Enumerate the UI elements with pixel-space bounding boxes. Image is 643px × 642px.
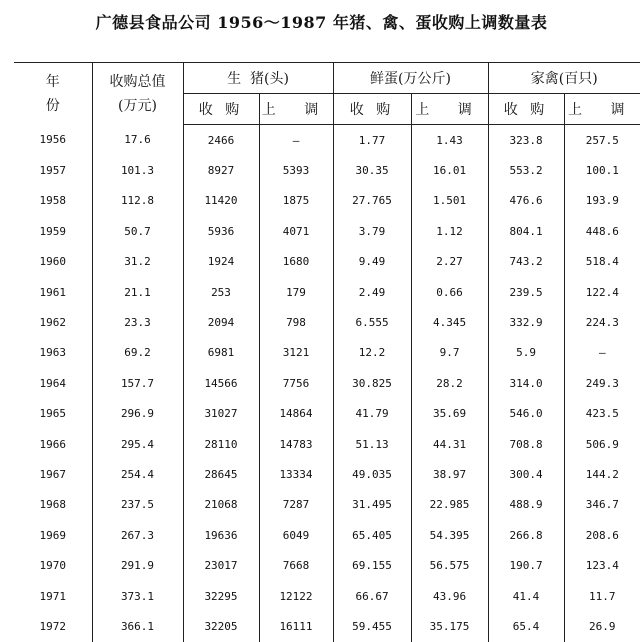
poultry-purchase-cell: 239.5 bbox=[488, 277, 564, 307]
poultry-purchase-cell: 553.2 bbox=[488, 155, 564, 185]
year-cell: 1959 bbox=[39, 224, 66, 238]
year-cell: 1962 bbox=[39, 316, 66, 330]
year-header-top: 年 bbox=[45, 73, 60, 90]
poultry-purchase-header: 收 购 bbox=[488, 94, 564, 125]
table-row bbox=[14, 307, 640, 337]
poultry-transfer-cell: 193.9 bbox=[564, 186, 640, 216]
total-value-header-bottom: (万元) bbox=[118, 97, 157, 114]
total-value-cell: 101.3 bbox=[92, 155, 183, 185]
procurement-table-container bbox=[14, 62, 640, 642]
year-header bbox=[14, 63, 92, 125]
poultry-transfer-cell: 123.4 bbox=[564, 550, 640, 580]
table-row bbox=[14, 338, 640, 368]
egg-transfer-cell: 9.7 bbox=[411, 338, 488, 368]
pig-purchase-cell: 32295 bbox=[183, 581, 259, 611]
egg-transfer-cell: 56.575 bbox=[411, 550, 488, 580]
poultry-purchase-cell: 266.8 bbox=[488, 520, 564, 550]
total-value-cell: 254.4 bbox=[92, 459, 183, 489]
poultry-transfer-cell: 224.3 bbox=[564, 307, 640, 337]
total-value-cell: 295.4 bbox=[92, 429, 183, 459]
poultry-transfer-cell: 11.7 bbox=[564, 581, 640, 611]
table-row bbox=[14, 125, 640, 156]
pig-transfer-cell: 16111 bbox=[259, 611, 333, 641]
poultry-transfer-cell: 249.3 bbox=[564, 368, 640, 398]
egg-transfer-cell: 1.501 bbox=[411, 186, 488, 216]
pig-purchase-cell: 28645 bbox=[183, 459, 259, 489]
pig-transfer-cell: 4071 bbox=[259, 216, 333, 246]
poultry-purchase-cell: 804.1 bbox=[488, 216, 564, 246]
table-header bbox=[14, 63, 640, 125]
egg-transfer-cell: 44.31 bbox=[411, 429, 488, 459]
egg-purchase-cell: 31.495 bbox=[333, 490, 411, 520]
pig-purchase-cell: 1924 bbox=[183, 247, 259, 277]
table-body bbox=[14, 125, 640, 642]
egg-purchase-cell: 1.77 bbox=[333, 125, 411, 156]
total-value-cell: 31.2 bbox=[92, 247, 183, 277]
pig-transfer-cell: 7756 bbox=[259, 368, 333, 398]
pig-transfer-cell: 179 bbox=[259, 277, 333, 307]
egg-transfer-cell: 38.97 bbox=[411, 459, 488, 489]
poultry-purchase-cell: 314.0 bbox=[488, 368, 564, 398]
total-value-cell: 69.2 bbox=[92, 338, 183, 368]
egg-purchase-cell: 30.35 bbox=[333, 155, 411, 185]
pig-purchase-cell: 19636 bbox=[183, 520, 259, 550]
pig-purchase-cell: 8927 bbox=[183, 155, 259, 185]
egg-purchase-cell: 2.49 bbox=[333, 277, 411, 307]
poultry-purchase-cell: 743.2 bbox=[488, 247, 564, 277]
egg-purchase-cell: 12.2 bbox=[333, 338, 411, 368]
egg-transfer-cell: 28.2 bbox=[411, 368, 488, 398]
total-value-cell: 21.1 bbox=[92, 277, 183, 307]
table-row bbox=[14, 247, 640, 277]
poultry-transfer-cell: 257.5 bbox=[564, 125, 640, 156]
egg-transfer-cell: 43.96 bbox=[411, 581, 488, 611]
year-cell: 1970 bbox=[39, 559, 66, 573]
egg-purchase-cell: 3.79 bbox=[333, 216, 411, 246]
poultry-transfer-cell: — bbox=[564, 338, 640, 368]
poultry-purchase-cell: 323.8 bbox=[488, 125, 564, 156]
egg-purchase-cell: 69.155 bbox=[333, 550, 411, 580]
poultry-purchase-cell: 546.0 bbox=[488, 399, 564, 429]
table-row bbox=[14, 429, 640, 459]
poultry-transfer-cell: 208.6 bbox=[564, 520, 640, 550]
total-value-cell: 366.1 bbox=[92, 611, 183, 641]
table-row bbox=[14, 550, 640, 580]
egg-purchase-cell: 65.405 bbox=[333, 520, 411, 550]
table-row bbox=[14, 399, 640, 429]
year-cell: 1972 bbox=[39, 619, 66, 633]
poultry-purchase-cell: 5.9 bbox=[488, 338, 564, 368]
poultry-transfer-cell: 448.6 bbox=[564, 216, 640, 246]
egg-purchase-header: 收 购 bbox=[333, 94, 411, 125]
egg-purchase-cell: 30.825 bbox=[333, 368, 411, 398]
egg-group-header: 鲜蛋(万公斤) bbox=[333, 63, 488, 94]
egg-transfer-cell: 1.12 bbox=[411, 216, 488, 246]
pig-group-header: 生 猪(头) bbox=[183, 63, 333, 94]
pig-purchase-cell: 2466 bbox=[183, 125, 259, 156]
pig-purchase-cell: 32205 bbox=[183, 611, 259, 641]
poultry-purchase-cell: 476.6 bbox=[488, 186, 564, 216]
total-value-cell: 17.6 bbox=[92, 125, 183, 156]
pig-purchase-cell: 5936 bbox=[183, 216, 259, 246]
total-value-cell: 291.9 bbox=[92, 550, 183, 580]
egg-transfer-cell: 2.27 bbox=[411, 247, 488, 277]
year-header-bottom: 份 bbox=[45, 97, 60, 114]
pig-purchase-cell: 31027 bbox=[183, 399, 259, 429]
total-value-header-top: 收购总值 bbox=[109, 73, 166, 90]
pig-transfer-cell: 5393 bbox=[259, 155, 333, 185]
pig-purchase-header: 收 购 bbox=[183, 94, 259, 125]
egg-purchase-cell: 6.555 bbox=[333, 307, 411, 337]
pig-transfer-cell: 3121 bbox=[259, 338, 333, 368]
poultry-transfer-cell: 506.9 bbox=[564, 429, 640, 459]
poultry-transfer-cell: 122.4 bbox=[564, 277, 640, 307]
egg-purchase-cell: 27.765 bbox=[333, 186, 411, 216]
table-row bbox=[14, 368, 640, 398]
egg-transfer-cell: 54.395 bbox=[411, 520, 488, 550]
poultry-transfer-cell: 423.5 bbox=[564, 399, 640, 429]
year-cell: 1960 bbox=[39, 255, 66, 269]
total-value-cell: 157.7 bbox=[92, 368, 183, 398]
year-cell: 1966 bbox=[39, 437, 66, 451]
total-value-header bbox=[92, 63, 183, 125]
egg-transfer-cell: 35.175 bbox=[411, 611, 488, 641]
year-cell: 1956 bbox=[39, 133, 66, 147]
table-row bbox=[14, 520, 640, 550]
pig-transfer-cell: 7287 bbox=[259, 490, 333, 520]
poultry-purchase-cell: 300.4 bbox=[488, 459, 564, 489]
year-cell: 1964 bbox=[39, 376, 66, 390]
egg-transfer-cell: 35.69 bbox=[411, 399, 488, 429]
egg-transfer-header: 上 调 bbox=[411, 94, 488, 125]
total-value-cell: 237.5 bbox=[92, 490, 183, 520]
year-cell: 1969 bbox=[39, 528, 66, 542]
total-value-cell: 112.8 bbox=[92, 186, 183, 216]
table-row bbox=[14, 611, 640, 641]
poultry-transfer-cell: 26.9 bbox=[564, 611, 640, 641]
poultry-purchase-cell: 190.7 bbox=[488, 550, 564, 580]
pig-transfer-cell: 1875 bbox=[259, 186, 333, 216]
pig-transfer-cell: 14864 bbox=[259, 399, 333, 429]
table-row bbox=[14, 155, 640, 185]
procurement-table bbox=[14, 62, 640, 642]
table-row bbox=[14, 216, 640, 246]
year-cell: 1958 bbox=[39, 194, 66, 208]
year-cell: 1968 bbox=[39, 498, 66, 512]
total-value-cell: 50.7 bbox=[92, 216, 183, 246]
poultry-purchase-cell: 41.4 bbox=[488, 581, 564, 611]
pig-transfer-cell: 12122 bbox=[259, 581, 333, 611]
table-row bbox=[14, 459, 640, 489]
page-title: 广德县食品公司 1956～1987 年猪、禽、蛋收购上调数量表 bbox=[95, 13, 548, 32]
poultry-transfer-cell: 100.1 bbox=[564, 155, 640, 185]
pig-transfer-cell: 6049 bbox=[259, 520, 333, 550]
poultry-transfer-cell: 346.7 bbox=[564, 490, 640, 520]
egg-transfer-cell: 4.345 bbox=[411, 307, 488, 337]
egg-purchase-cell: 9.49 bbox=[333, 247, 411, 277]
pig-transfer-cell: 7668 bbox=[259, 550, 333, 580]
year-cell: 1961 bbox=[39, 285, 66, 299]
total-value-cell: 373.1 bbox=[92, 581, 183, 611]
total-value-cell: 267.3 bbox=[92, 520, 183, 550]
egg-transfer-cell: 0.66 bbox=[411, 277, 488, 307]
egg-purchase-cell: 41.79 bbox=[333, 399, 411, 429]
table-row bbox=[14, 277, 640, 307]
pig-transfer-header: 上 调 bbox=[259, 94, 333, 125]
header-row-groups bbox=[14, 63, 640, 94]
egg-transfer-cell: 22.985 bbox=[411, 490, 488, 520]
poultry-purchase-cell: 65.4 bbox=[488, 611, 564, 641]
poultry-purchase-cell: 708.8 bbox=[488, 429, 564, 459]
poultry-transfer-header: 上 调 bbox=[564, 94, 640, 125]
pig-purchase-cell: 2094 bbox=[183, 307, 259, 337]
egg-transfer-cell: 16.01 bbox=[411, 155, 488, 185]
egg-purchase-cell: 66.67 bbox=[333, 581, 411, 611]
poultry-purchase-cell: 332.9 bbox=[488, 307, 564, 337]
poultry-transfer-cell: 144.2 bbox=[564, 459, 640, 489]
pig-transfer-cell: — bbox=[259, 125, 333, 156]
poultry-transfer-cell: 518.4 bbox=[564, 247, 640, 277]
egg-purchase-cell: 49.035 bbox=[333, 459, 411, 489]
year-cell: 1965 bbox=[39, 407, 66, 421]
pig-purchase-cell: 6981 bbox=[183, 338, 259, 368]
pig-transfer-cell: 798 bbox=[259, 307, 333, 337]
year-cell: 1971 bbox=[39, 589, 66, 603]
pig-purchase-cell: 21068 bbox=[183, 490, 259, 520]
poultry-group-header: 家禽(百只) bbox=[488, 63, 640, 94]
pig-purchase-cell: 23017 bbox=[183, 550, 259, 580]
pig-purchase-cell: 11420 bbox=[183, 186, 259, 216]
pig-transfer-cell: 13334 bbox=[259, 459, 333, 489]
pig-purchase-cell: 28110 bbox=[183, 429, 259, 459]
year-cell: 1967 bbox=[39, 467, 66, 481]
egg-purchase-cell: 51.13 bbox=[333, 429, 411, 459]
table-row bbox=[14, 186, 640, 216]
pig-purchase-cell: 14566 bbox=[183, 368, 259, 398]
poultry-purchase-cell: 488.9 bbox=[488, 490, 564, 520]
year-cell: 1963 bbox=[39, 346, 66, 360]
total-value-cell: 296.9 bbox=[92, 399, 183, 429]
egg-purchase-cell: 59.455 bbox=[333, 611, 411, 641]
total-value-cell: 23.3 bbox=[92, 307, 183, 337]
egg-transfer-cell: 1.43 bbox=[411, 125, 488, 156]
table-row bbox=[14, 581, 640, 611]
table-row bbox=[14, 490, 640, 520]
pig-purchase-cell: 253 bbox=[183, 277, 259, 307]
year-cell: 1957 bbox=[39, 164, 66, 178]
pig-transfer-cell: 1680 bbox=[259, 247, 333, 277]
pig-transfer-cell: 14783 bbox=[259, 429, 333, 459]
